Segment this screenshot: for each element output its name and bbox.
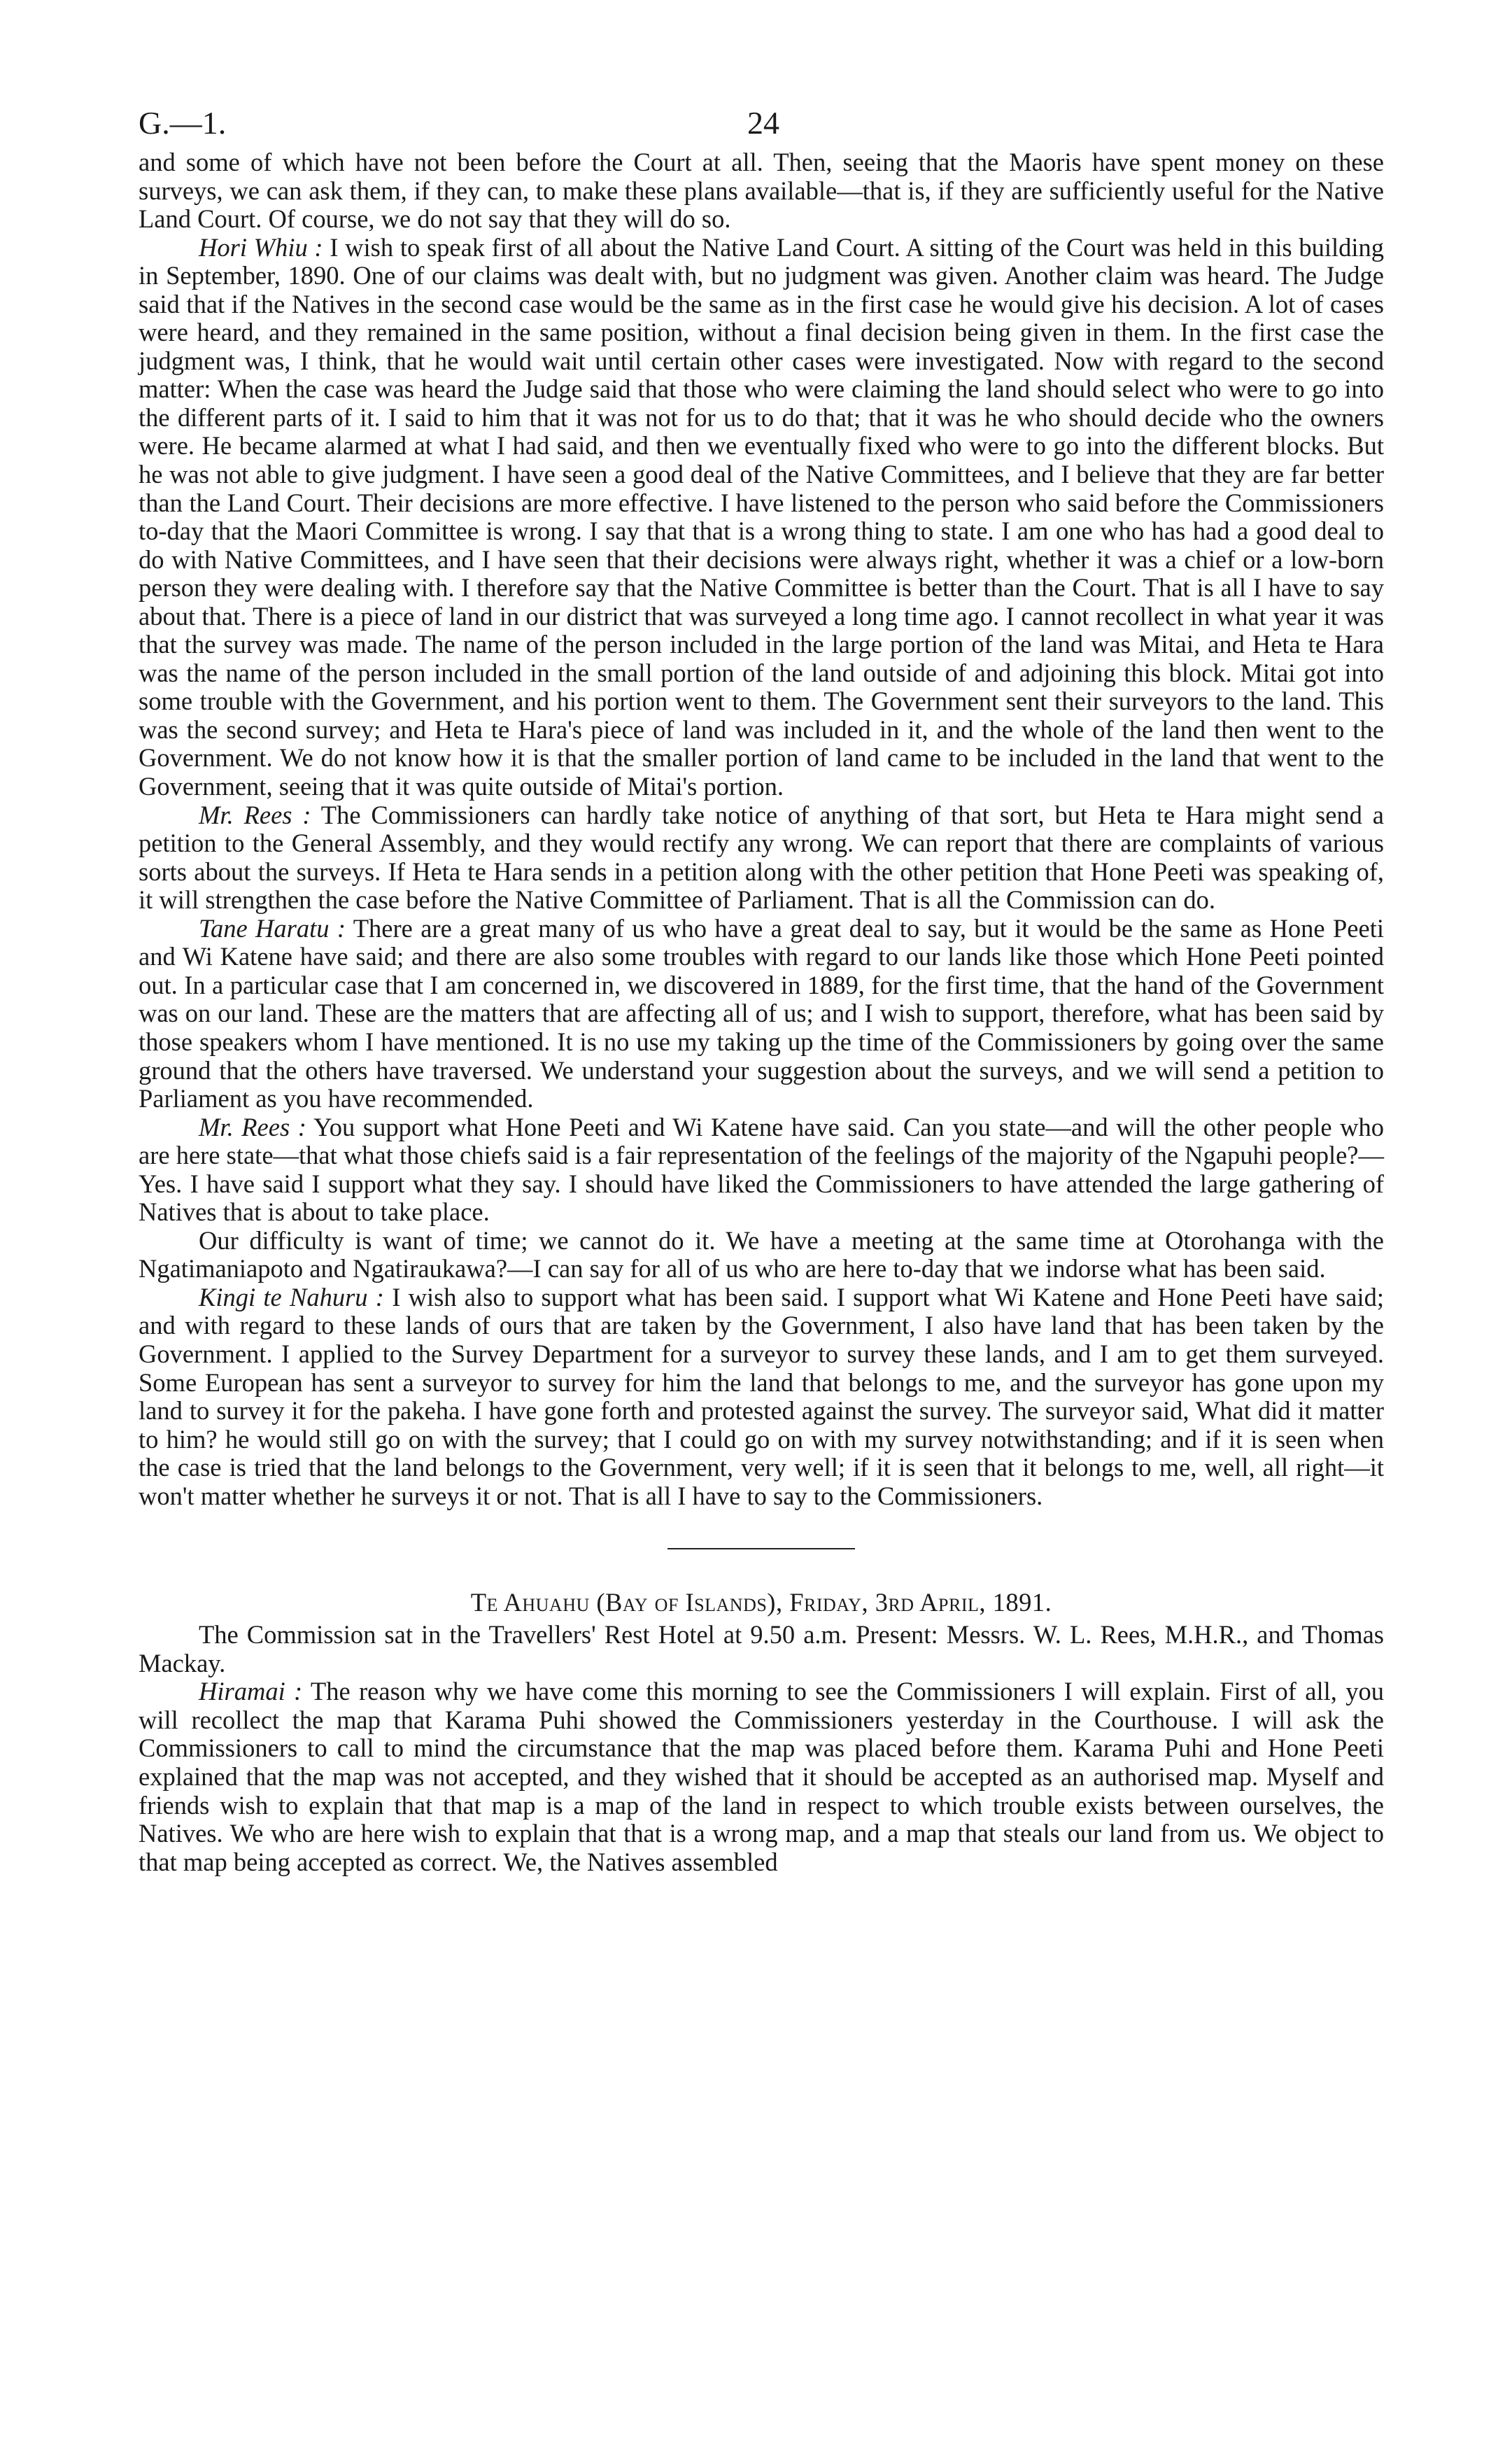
section-heading: Te Ahuahu (Bay of Islands), Friday, 3rd April, 1891. [470, 1588, 1052, 1617]
paragraph [139, 1621, 1384, 1677]
paragraph [139, 801, 1384, 915]
paragraph-text: Our difficulty is want of time; we cannot do it. We have a meeting at the same time at Otorohanga with the Ngatimaniapoto and Ngatiraukawa?—I can say for all of us who are here to-day that we indorse what has been said. [139, 1225, 1384, 1283]
paragraph [139, 915, 1384, 1113]
speaker-name: Mr. Rees : [199, 800, 311, 829]
paragraph-text: The Commission sat in the Travellers' Rest Hotel at 9.50 a.m. Present: Messrs. W. L. Rees, M.H.R., and Thomas Mackay. [139, 1620, 1384, 1677]
speaker-name: Mr. Rees : [199, 1112, 306, 1141]
paragraph-text: I wish to speak first of all about the Native Land Court. A sitting of the Court was held in this building in September, 1890. One of our claims was dealt with, but no judgment was given. Another claim was heard. The Judge said that if the Natives in the second case would be the same as in the first case he would give his decision. A lot of cases were heard, and they remained in the same position, without a final decision being given in them. In the first case the judgment was, I think, that he would wait until certain other cases were investigated. Now with regard to the second matter: When the case was heard the Judge said that those who were claiming the land should select who were to go into the different parts of it. I said to him that it was not for us to do that; that it was he who should decide who the owners were. He became alarmed at what I had said, and then we eventually fixed who were to go into the different blocks. But he was not able to give judgment. I have seen a good deal of the Native Committees, and I believe that they are far better than the Land Court. Their decisions are more effective. I have listened to the person who said before the Commissioners to-day that the Maori Committee is wrong. I say that that is a wrong thing to state. I am one who has had a good deal to do with Native Committees, and I have seen that their decisions were always right, whether it was a chief or a low-born person they were dealing with. I therefore say that the Native Committee is better than the Court. That is all I have to say about that. There is a piece of land in our district that was surveyed a long time ago. I cannot recollect in what year it was that the survey was made. The name of the person included in the large portion of the land was Mitai, and Heta te Hara was the name of the person included in the small portion of the land outside of and adjoining this block. Mitai got into some trouble with the Government, and his portion went to them. The Government sent their surveyors to the land. This was the second survey; and Heta te Hara's piece of land was included in it, and the whole of the land then went to the Government. We do not know how it is that the smaller portion of land came to be included in the land that went to the Government, seeing that it was quite outside of Mitai's portion. [139, 232, 1384, 801]
speaker-name: Hiramai : [199, 1677, 303, 1706]
paragraph [139, 1283, 1384, 1510]
document-page [139, 92, 1384, 1876]
document-code: G.—1. [139, 105, 227, 141]
paragraph-text: There are a great many of us who have a great deal to say, but it would be the same as Hone Peeti and Wi Katene have said; and there are also some troubles with regard to our lands like those which Hone Peeti pointed out. In a particular case that I am concerned in, we discovered in 1889, for the first time, that the hand of the Government was on our land. These are the matters that are affecting all of us; and I wish to support, therefore, what has been said by those speakers whom I have mentioned. It is no use my taking up the time of the Commissioners by going over the same ground that the others have traversed. We understand your suggestion about the surveys, and we will send a petition to Parliament as you have recommended. [139, 913, 1384, 1113]
paragraph [139, 1677, 1384, 1876]
body-text-main [139, 148, 1384, 1510]
page-header [139, 92, 1384, 148]
paragraph-text: I wish also to support what has been said. I support what Wi Katene and Hone Peeti have said; and with regard to these lands of ours that are taken by the Government, I also have land that has been taken by the Government. I applied to the Survey Department for a surveyor to survey these lands, and I am to get them surveyed. Some European has sent a surveyor to survey for him the land that belongs to me, and the surveyor has gone upon my land to survey it for the pakeha. I have gone forth and protested against the survey. The surveyor said, What did it matter to him? he would still go on with the survey; that I could go on with my survey notwithstanding; and if it is seen when the case is tried that the land belongs to the Government, very well; if it is seen that it belongs to me, well, all right—it won't matter whether he surveys it or not. That is all I have to say to the Commissioners. [139, 1282, 1384, 1510]
body-text-section [139, 1621, 1384, 1876]
paragraph [139, 234, 1384, 801]
paragraph-text: The reason why we have come this morning to see the Commissioners I will explain. First of all, you will recollect the map that Karama Puhi showed the Commissioners yesterday in the Courthouse. I will ask the Commissioners to call to mind the circumstance that the map was placed before them. Karama Puhi and Hone Peeti explained that the map was not accepted, and they wished that it should be accepted as an authorised map. Myself and friends wish to explain that that map is a map of the land in respect to which trouble exists between ourselves, the Natives. We who are here wish to explain that that is a wrong map, and a map that steals our land from us. We object to that map being accepted as correct. We, the Natives assembled [139, 1677, 1384, 1876]
paragraph-text: and some of which have not been before the Court at all. Then, seeing that the Maoris have spent money on these surveys, we can ask them, if they can, to make these plans available—that is, if they are sufficiently useful for the Native Land Court. Of course, we do not say that they will do so. [139, 148, 1384, 234]
paragraph [139, 1227, 1384, 1283]
paragraph [139, 1113, 1384, 1227]
section-divider [667, 1548, 855, 1549]
speaker-name: Hori Whiu : [199, 232, 323, 262]
paragraph-text: You support what Hone Peeti and Wi Katene have said. Can you state—and will the other people who are here state—that what those chiefs said is a fair representation of the feelings of the majority of the Ngapuhi people?—Yes. I have said I support what they say. I should have liked the Commissioners to have attended the large gathering of Natives that is about to take place. [139, 1112, 1384, 1227]
speaker-name: Tane Haratu : [199, 913, 346, 943]
paragraph [139, 148, 1384, 234]
page-number: 24 [747, 105, 779, 141]
speaker-name: Kingi te Nahuru : [199, 1282, 384, 1311]
paragraph-text: The Commissioners can hardly take notice of anything of that sort, but Heta te Hara might send a petition to the General Assembly, and they would rectify any wrong. We can report that there are complaints of various sorts about the surveys. If Heta te Hara sends in a petition along with the other petition that Hone Peeti was speaking of, it will strengthen the case before the Native Committee of Parliament. That is all the Commission can do. [139, 800, 1385, 915]
